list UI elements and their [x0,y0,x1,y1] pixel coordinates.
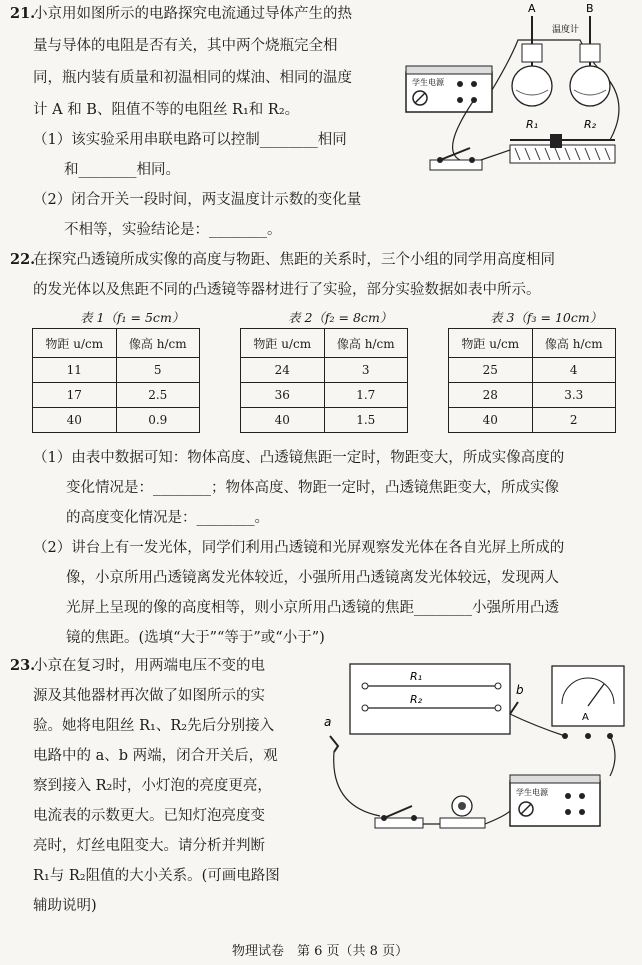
q21-r2-label: R₂ [584,118,597,131]
q23-label-a: a [324,715,332,729]
q22-sub2-line-1: （2）讲台上有一发光体，同学们利用凸透镜和光屏观察发光体在各自光屏上所成的 [33,540,565,556]
q23-ammeter-label: A [582,712,589,723]
q23-number: 23. [10,657,36,674]
table-2-caption: 表 2（f₂ = 8cm） [288,310,393,325]
q21-line-2: 量与导体的电阻是否有关，其中两个烧瓶完全相 [33,38,338,54]
q21-power-supply [406,66,492,112]
q21-thermometer-label: 温度计 [552,25,580,35]
q22-sub2-line-4: 镜的焦距。(选填“大于”“等于”或“小于”) [66,630,325,646]
table-1-caption: 表 1（f₁ = 5cm） [80,310,185,325]
q21-r1-label: R₁ [526,118,539,131]
q23-line-2: 源及其他器材再次做了如图所示的实 [33,688,265,704]
q23-circuit-figure [320,656,638,896]
q21-sub2-line-1: （2）闭合开关一段时间，两支温度计示数的变化量 [33,192,362,208]
table-row: 24 3 [241,358,408,383]
q22-sub2-line-3: 光屏上呈现的像的高度相等，则小京所用凸透镜的焦距________小强所用凸透 [66,600,559,616]
table-header: 物距 u/cm [449,329,533,358]
q23-line-5: 察到接入 R₂时，小灯泡的亮度更亮， [33,778,272,794]
table-row: 36 1.7 [241,383,408,408]
q23-line-9: 辅助说明) [33,898,97,914]
q22-intro-line-2: 的发光体以及焦距不同的凸透镜等器材进行了实验，部分实验数据如表中所示。 [33,282,541,298]
q21-line-1: 小京用如图所示的电路探究电流通过导体产生的热 [33,6,352,22]
q21-line-4: 计 A 和 B、阻值不等的电阻丝 R₁和 R₂。 [33,102,300,118]
q22-intro-line-1: 在探究凸透镜所成实像的高度与物距、焦距的关系时，三个小组的同学用高度相同 [33,252,555,268]
q22-number: 22. [10,251,36,268]
table-row: 28 3.3 [449,383,616,408]
table-header: 像高 h/cm [532,329,616,358]
table-2 [240,328,408,433]
table-3 [448,328,616,433]
q21-sub1-line-1: （1）该实验采用串联电路可以控制________相同 [33,132,347,148]
q21-power-label: 学生电源 [412,78,444,87]
q22-sub1-line-1: （1）由表中数据可知：物体高度、凸透镜焦距一定时，物距变大，所成实像高度的 [33,450,565,466]
q23-line-8: R₁与 R₂阻值的大小关系。(可画电路图 [33,868,280,884]
q23-line-4: 电路中的 a、b 两端，闭合开关后，观 [33,748,278,764]
q22-sub1-line-2: 变化情况是：________；物体高度、物距一定时，凸透镜焦距变大，所成实像 [66,480,559,496]
table-header: 物距 u/cm [33,329,117,358]
q23-line-1: 小京在复习时，用两端电压不变的电 [33,658,265,674]
q23-line-3: 验。她将电阻丝 R₁、R₂先后分别接入 [33,718,275,734]
q21-sub2-line-2: 不相等，实验结论是：________。 [64,222,282,238]
table-row: 11 5 [33,358,200,383]
q23-r2-label: R₂ [410,693,423,706]
q21-sub1-line-2: 和________相同。 [64,162,180,178]
q23-label-b: b [516,683,524,697]
q22-sub2-line-2: 像，小京所用凸透镜离发光体较近，小强所用凸透镜离发光体较远，发现两人 [66,570,559,586]
q23-power-label: 学生电源 [516,788,548,797]
q21-circuit-figure [400,0,640,190]
q21-label-b: B [586,2,594,15]
table-row: 40 0.9 [33,408,200,433]
q23-switch [375,806,423,828]
q23-resistor-board [350,664,510,734]
table-row: 40 2 [449,408,616,433]
table-row: 40 1.5 [241,408,408,433]
table-header: 像高 h/cm [116,329,200,358]
q21-number: 21. [10,5,36,22]
table-row: 25 4 [449,358,616,383]
q21-rheostat [510,134,615,163]
table-3-caption: 表 3（f₃ = 10cm） [490,310,603,325]
q21-label-a: A [528,2,536,15]
table-row: 17 2.5 [33,383,200,408]
q23-line-7: 亮时，灯丝电阻变大。请分析并判断 [33,838,265,854]
table-header: 物距 u/cm [241,329,325,358]
q23-r1-label: R₁ [410,670,423,683]
table-header: 像高 h/cm [324,329,408,358]
q21-switch [430,148,482,170]
q23-ammeter [552,666,624,739]
page-footer: 物理试卷 第 6 页（共 8 页） [232,944,409,959]
q22-sub1-line-3: 的高度变化情况是：________。 [66,510,269,526]
table-1 [32,328,200,433]
q23-line-6: 电流表的示数更大。已知灯泡亮度变 [33,808,265,824]
q23-power-supply [510,775,600,826]
q21-flask-a [512,16,552,131]
q21-line-3: 同，瓶内装有质量和初温相同的煤油、相同的温度 [33,70,352,86]
q23-lamp [440,796,485,828]
